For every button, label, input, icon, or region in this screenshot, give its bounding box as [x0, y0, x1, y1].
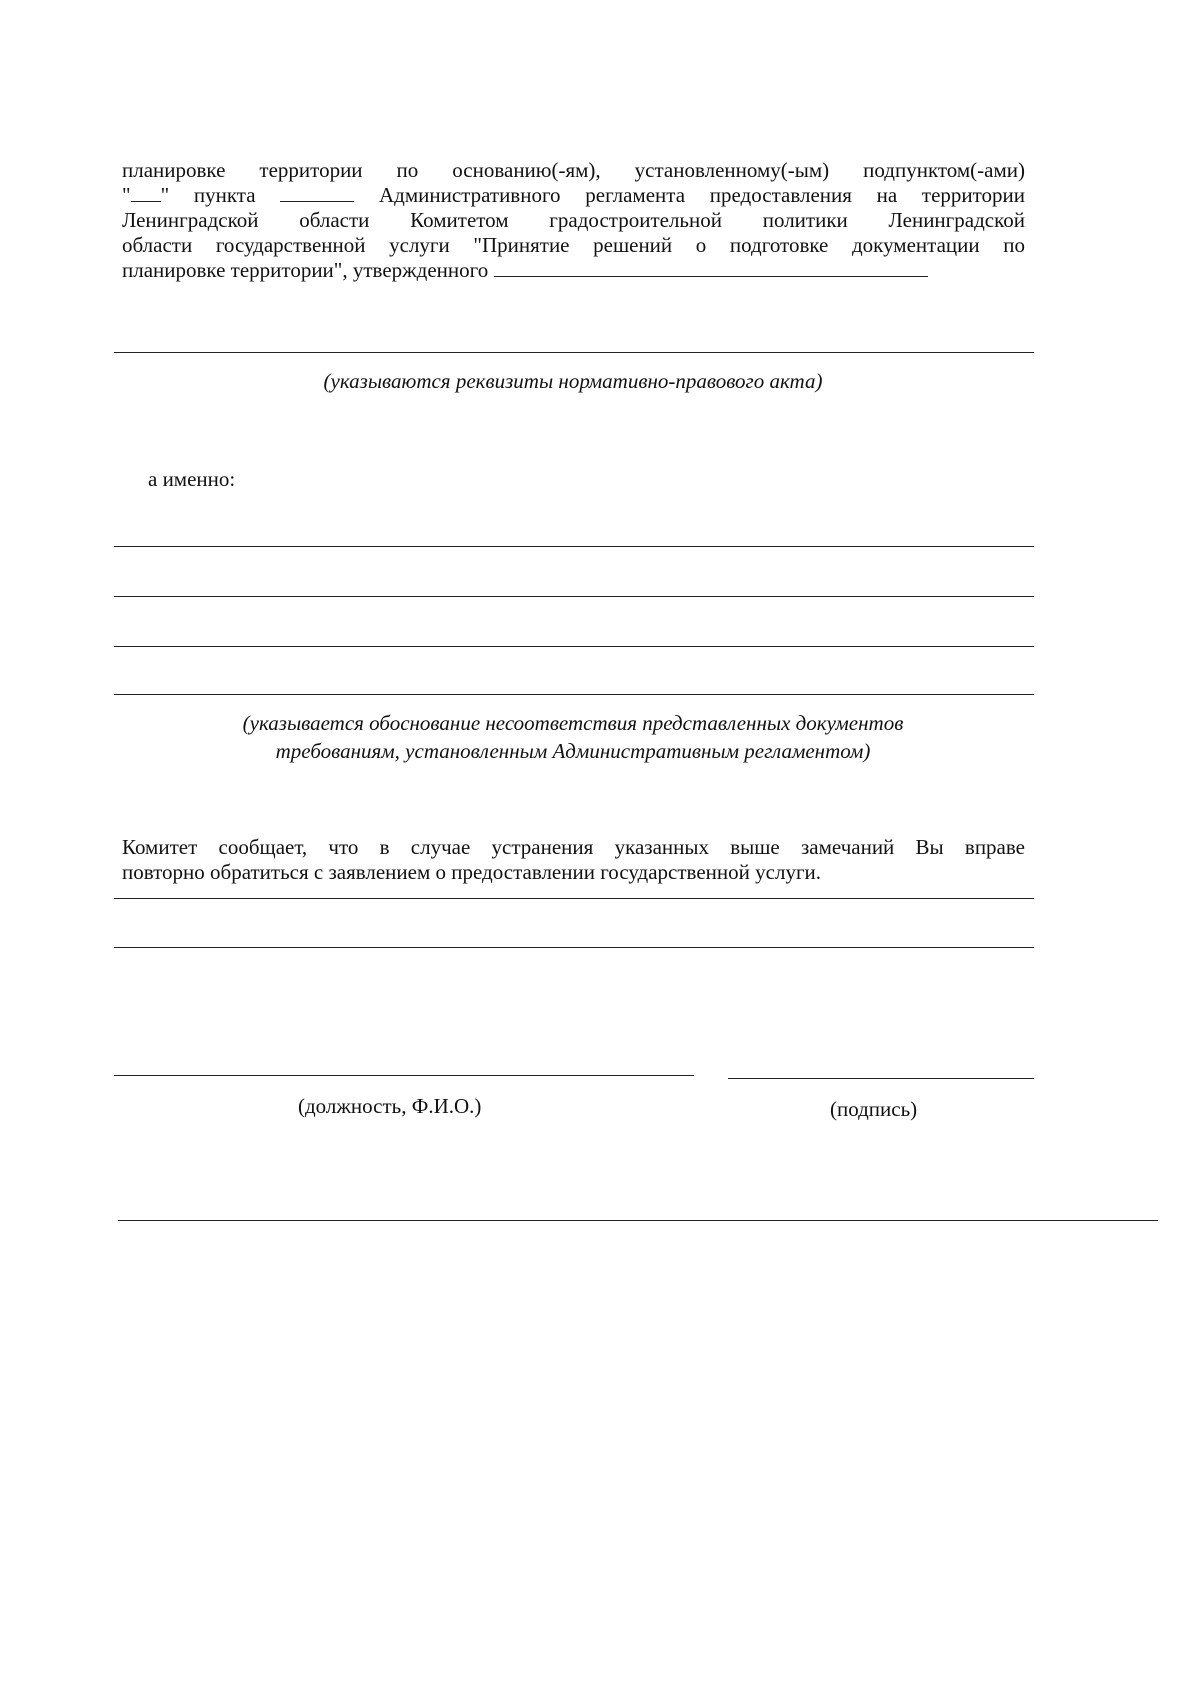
intro-line-1: планировке территории по основанию(-ям), установленному(-ым) подпунктом(-ами) [122, 158, 1025, 182]
intro-line-4: области государственной услуги "Принятие решений о подготовке документации по [122, 233, 1025, 257]
intro-line-2 [122, 183, 1025, 208]
justification-caption [112, 709, 1034, 765]
subparagraph-number-blank[interactable] [131, 187, 161, 202]
point-number-blank[interactable] [280, 187, 354, 202]
intro-line-5 [122, 258, 1025, 283]
namely-label: а именно: [148, 467, 236, 491]
committee-notice [122, 835, 1025, 885]
justification-caption-line-2: требованиям, установленным Административным регламентом) [275, 739, 871, 763]
bottom-separator-line [118, 1220, 1158, 1221]
intro-paragraph [122, 158, 1025, 283]
justification-line-3[interactable] [114, 646, 1034, 647]
approved-label: планировке территории", утвержденного [122, 258, 489, 282]
justification-caption-line-1: (указывается обоснование несоответствия представленных документов [242, 711, 904, 735]
regulation-text: Административного регламента предоставления на территории [379, 183, 1026, 207]
justification-line-2[interactable] [114, 596, 1034, 597]
normative-act-caption: (указываются реквизиты нормативно-правового акта) [323, 369, 823, 393]
signature-field-line[interactable] [728, 1078, 1034, 1079]
justification-line-1[interactable] [114, 546, 1034, 547]
quote-open: " [122, 183, 131, 207]
point-label: " пункта [160, 183, 256, 207]
notice-extra-line-1[interactable] [114, 898, 1034, 899]
approved-by-blank[interactable] [494, 262, 928, 277]
position-name-field-line[interactable] [114, 1075, 694, 1076]
position-name-label: (должность, Ф.И.О.) [298, 1094, 482, 1118]
notice-extra-line-2[interactable] [114, 947, 1034, 948]
signature-label: (подпись) [830, 1097, 918, 1121]
committee-notice-line-1: Комитет сообщает, что в случае устранения указанных выше замечаний Вы вправе [122, 835, 1025, 859]
justification-line-4[interactable] [114, 694, 1034, 695]
intro-line-3: Ленинградской области Комитетом градостроительной политики Ленинградской [122, 208, 1025, 232]
committee-notice-line-2: повторно обратиться с заявлением о предоставлении государственной услуги. [122, 860, 822, 884]
normative-act-field-line[interactable] [114, 352, 1034, 353]
